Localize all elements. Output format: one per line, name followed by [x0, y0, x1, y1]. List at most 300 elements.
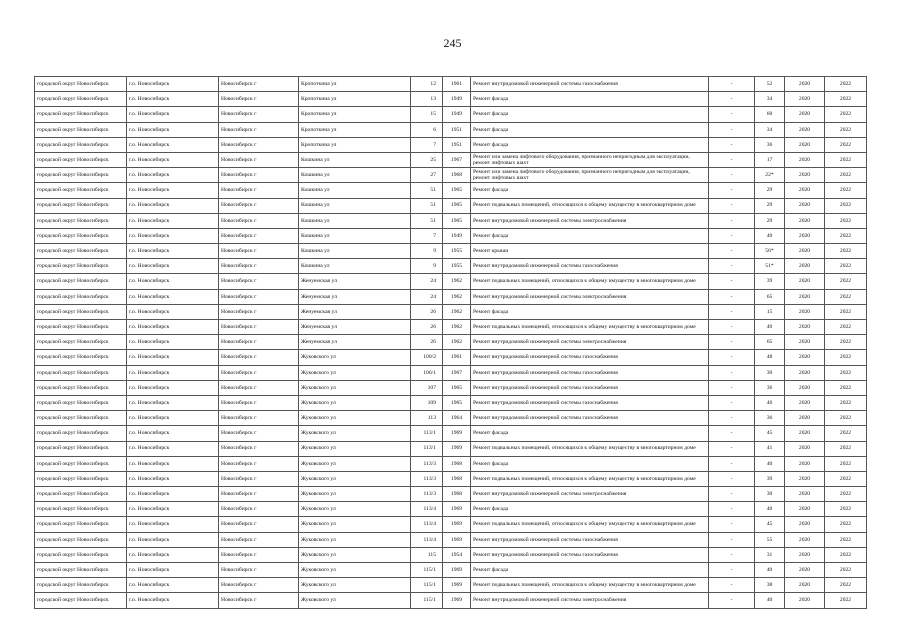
cell-city: Новосибирск г	[219, 441, 299, 456]
cell-street: Жуковского ул	[299, 456, 411, 471]
cell-dash: -	[709, 563, 755, 578]
cell-value: 45	[755, 517, 785, 532]
cell-year-start: 2020	[785, 502, 825, 517]
cell-work-type: Ремонт подвальных помещений, относящихся к общему имуществу в многоквартирном доме	[471, 441, 709, 456]
cell-value: 40	[755, 228, 785, 243]
cell-municipal-district: городской округ Новосибирск	[35, 411, 127, 426]
cell-build-year: 1954	[443, 547, 471, 562]
cell-build-year: 1961	[443, 350, 471, 365]
cell-house-number: 115	[411, 547, 443, 562]
cell-year-end: 2022	[825, 320, 867, 335]
cell-city: Новосибирск г	[219, 350, 299, 365]
cell-year-start: 2020	[785, 517, 825, 532]
cell-year-end: 2022	[825, 213, 867, 228]
cell-build-year: 1969	[443, 517, 471, 532]
cell-year-start: 2020	[785, 335, 825, 350]
cell-value: 22*	[755, 168, 785, 183]
cell-municipal-district: городской округ Новосибирск	[35, 547, 127, 562]
cell-year-end: 2022	[825, 122, 867, 137]
cell-city: Новосибирск г	[219, 578, 299, 593]
cell-dash: -	[709, 335, 755, 350]
cell-work-type: Ремонт фасада	[471, 563, 709, 578]
cell-build-year: 1949	[443, 92, 471, 107]
cell-city: Новосибирск г	[219, 77, 299, 92]
table-row	[35, 441, 867, 456]
cell-year-end: 2022	[825, 137, 867, 152]
cell-build-year: 1962	[443, 289, 471, 304]
cell-city: Новосибирск г	[219, 122, 299, 137]
cell-dash: -	[709, 578, 755, 593]
cell-work-type: Ремонт внутридомовой инженерной системы газоснабжения	[471, 350, 709, 365]
cell-urban-district: г.о. Новосибирск	[127, 335, 219, 350]
cell-work-type: Ремонт или замена лифтового оборудования, признанного непригодным для эксплуатации, ремонт лифтовых шахт	[471, 152, 709, 167]
cell-work-type: Ремонт внутридомовой инженерной системы газоснабжения	[471, 411, 709, 426]
cell-year-start: 2020	[785, 365, 825, 380]
cell-city: Новосибирск г	[219, 335, 299, 350]
cell-build-year: 1951	[443, 137, 471, 152]
table-row	[35, 107, 867, 122]
cell-value: 56*	[755, 244, 785, 259]
cell-municipal-district: городской округ Новосибирск	[35, 350, 127, 365]
cell-build-year: 1955	[443, 259, 471, 274]
cell-urban-district: г.о. Новосибирск	[127, 441, 219, 456]
cell-dash: -	[709, 395, 755, 410]
cell-year-end: 2022	[825, 395, 867, 410]
cell-house-number: 15	[411, 107, 443, 122]
cell-build-year: 1969	[443, 563, 471, 578]
cell-street: Жуковского ул	[299, 380, 411, 395]
cell-build-year: 1967	[443, 365, 471, 380]
cell-year-start: 2020	[785, 547, 825, 562]
cell-year-start: 2020	[785, 487, 825, 502]
cell-build-year: 1962	[443, 274, 471, 289]
cell-value: 36	[755, 411, 785, 426]
cell-year-start: 2020	[785, 168, 825, 183]
cell-build-year: 1965	[443, 183, 471, 198]
table-row	[35, 395, 867, 410]
cell-work-type: Ремонт внутридомовой инженерной системы газоснабжения	[471, 380, 709, 395]
cell-dash: -	[709, 198, 755, 213]
cell-value: 52	[755, 77, 785, 92]
cell-house-number: 51	[411, 213, 443, 228]
cell-municipal-district: городской округ Новосибирск	[35, 137, 127, 152]
cell-street: Жуковского ул	[299, 426, 411, 441]
cell-house-number: 100/2	[411, 350, 443, 365]
cell-house-number: 113/4	[411, 517, 443, 532]
cell-dash: -	[709, 441, 755, 456]
cell-build-year: 1965	[443, 380, 471, 395]
cell-dash: -	[709, 426, 755, 441]
cell-municipal-district: городской округ Новосибирск	[35, 107, 127, 122]
cell-municipal-district: городской округ Новосибирск	[35, 122, 127, 137]
cell-municipal-district: городской округ Новосибирск	[35, 198, 127, 213]
cell-dash: -	[709, 152, 755, 167]
cell-urban-district: г.о. Новосибирск	[127, 320, 219, 335]
cell-dash: -	[709, 365, 755, 380]
cell-work-type: Ремонт фасада	[471, 304, 709, 319]
cell-value: 45	[755, 426, 785, 441]
cell-house-number: 51	[411, 198, 443, 213]
cell-municipal-district: городской округ Новосибирск	[35, 365, 127, 380]
cell-city: Новосибирск г	[219, 456, 299, 471]
cell-municipal-district: городской округ Новосибирск	[35, 502, 127, 517]
cell-street: Жуковского ул	[299, 471, 411, 486]
cell-street: Кропоткина ул	[299, 137, 411, 152]
cell-dash: -	[709, 380, 755, 395]
cell-street: Кропоткина ул	[299, 92, 411, 107]
table-row	[35, 593, 867, 608]
cell-municipal-district: городской округ Новосибирск	[35, 304, 127, 319]
cell-work-type: Ремонт фасада	[471, 137, 709, 152]
cell-urban-district: г.о. Новосибирск	[127, 274, 219, 289]
cell-house-number: 109	[411, 395, 443, 410]
cell-municipal-district: городской округ Новосибирск	[35, 441, 127, 456]
cell-urban-district: г.о. Новосибирск	[127, 471, 219, 486]
cell-street: Жуковского ул	[299, 563, 411, 578]
cell-dash: -	[709, 228, 755, 243]
table-row	[35, 578, 867, 593]
cell-street: Кошкина ул	[299, 244, 411, 259]
cell-urban-district: г.о. Новосибирск	[127, 532, 219, 547]
cell-urban-district: г.о. Новосибирск	[127, 350, 219, 365]
cell-work-type: Ремонт внутридомовой инженерной системы газоснабжения	[471, 547, 709, 562]
cell-city: Новосибирск г	[219, 502, 299, 517]
cell-urban-district: г.о. Новосибирск	[127, 517, 219, 532]
cell-house-number: 13	[411, 92, 443, 107]
cell-work-type: Ремонт фасада	[471, 122, 709, 137]
cell-dash: -	[709, 593, 755, 608]
cell-urban-district: г.о. Новосибирск	[127, 122, 219, 137]
cell-year-start: 2020	[785, 137, 825, 152]
cell-work-type: Ремонт подвальных помещений, относящихся к общему имуществу в многоквартирном доме	[471, 578, 709, 593]
cell-house-number: 113	[411, 411, 443, 426]
cell-build-year: 1969	[443, 502, 471, 517]
cell-year-start: 2020	[785, 77, 825, 92]
cell-street: Женуемская ул	[299, 274, 411, 289]
cell-dash: -	[709, 517, 755, 532]
cell-municipal-district: городской округ Новосибирск	[35, 92, 127, 107]
cell-value: 40	[755, 456, 785, 471]
cell-street: Жуковского ул	[299, 365, 411, 380]
cell-year-end: 2022	[825, 228, 867, 243]
cell-house-number: 113/3	[411, 487, 443, 502]
cell-build-year: 1969	[443, 441, 471, 456]
cell-house-number: 7	[411, 228, 443, 243]
cell-value: 15	[755, 304, 785, 319]
cell-city: Новосибирск г	[219, 244, 299, 259]
cell-build-year: 1965	[443, 198, 471, 213]
cell-municipal-district: городской округ Новосибирск	[35, 517, 127, 532]
cell-urban-district: г.о. Новосибирск	[127, 578, 219, 593]
cell-build-year: 1968	[443, 487, 471, 502]
cell-year-end: 2022	[825, 152, 867, 167]
cell-house-number: 113/4	[411, 532, 443, 547]
cell-value: 60	[755, 107, 785, 122]
cell-municipal-district: городской округ Новосибирск	[35, 395, 127, 410]
cell-year-end: 2022	[825, 350, 867, 365]
cell-municipal-district: городской округ Новосибирск	[35, 244, 127, 259]
cell-work-type: Ремонт подвальных помещений, относящихся к общему имуществу в многоквартирном доме	[471, 517, 709, 532]
cell-value: 34	[755, 92, 785, 107]
cell-build-year: 1951	[443, 122, 471, 137]
cell-build-year: 1965	[443, 395, 471, 410]
cell-city: Новосибирск г	[219, 411, 299, 426]
cell-city: Новосибирск г	[219, 183, 299, 198]
page-number: 245	[443, 36, 462, 50]
cell-street: Кошкина ул	[299, 152, 411, 167]
cell-street: Жуковского ул	[299, 578, 411, 593]
cell-year-end: 2022	[825, 274, 867, 289]
cell-build-year: 1965	[443, 213, 471, 228]
cell-value: 40	[755, 320, 785, 335]
cell-urban-district: г.о. Новосибирск	[127, 563, 219, 578]
cell-year-start: 2020	[785, 122, 825, 137]
cell-urban-district: г.о. Новосибирск	[127, 107, 219, 122]
cell-dash: -	[709, 92, 755, 107]
cell-dash: -	[709, 532, 755, 547]
cell-urban-district: г.о. Новосибирск	[127, 289, 219, 304]
cell-municipal-district: городской округ Новосибирск	[35, 563, 127, 578]
cell-year-start: 2020	[785, 304, 825, 319]
cell-value: 31	[755, 547, 785, 562]
table-row	[35, 426, 867, 441]
cell-work-type: Ремонт крыши	[471, 244, 709, 259]
cell-city: Новосибирск г	[219, 213, 299, 228]
cell-year-end: 2022	[825, 593, 867, 608]
cell-municipal-district: городской округ Новосибирск	[35, 426, 127, 441]
cell-build-year: 1969	[443, 578, 471, 593]
cell-house-number: 26	[411, 320, 443, 335]
cell-urban-district: г.о. Новосибирск	[127, 411, 219, 426]
cell-house-number: 26	[411, 335, 443, 350]
table-row	[35, 380, 867, 395]
cell-year-end: 2022	[825, 487, 867, 502]
cell-municipal-district: городской округ Новосибирск	[35, 289, 127, 304]
cell-year-end: 2022	[825, 456, 867, 471]
cell-municipal-district: городской округ Новосибирск	[35, 77, 127, 92]
cell-build-year: 1949	[443, 107, 471, 122]
cell-year-start: 2020	[785, 289, 825, 304]
cell-house-number: 9	[411, 259, 443, 274]
cell-work-type: Ремонт фасада	[471, 502, 709, 517]
cell-city: Новосибирск г	[219, 365, 299, 380]
cell-street: Жуковского ул	[299, 532, 411, 547]
cell-municipal-district: городской округ Новосибирск	[35, 320, 127, 335]
table-row	[35, 77, 867, 92]
cell-year-start: 2020	[785, 259, 825, 274]
cell-work-type: Ремонт подвальных помещений, относящихся к общему имуществу в многоквартирном доме	[471, 471, 709, 486]
cell-value: 40	[755, 563, 785, 578]
cell-municipal-district: городской округ Новосибирск	[35, 487, 127, 502]
cell-city: Новосибирск г	[219, 198, 299, 213]
cell-year-end: 2022	[825, 198, 867, 213]
table-body	[35, 77, 867, 609]
cell-value: 40	[755, 502, 785, 517]
table-row	[35, 137, 867, 152]
cell-urban-district: г.о. Новосибирск	[127, 593, 219, 608]
cell-build-year: 1969	[443, 532, 471, 547]
cell-value: 39	[755, 471, 785, 486]
cell-year-start: 2020	[785, 456, 825, 471]
cell-city: Новосибирск г	[219, 471, 299, 486]
cell-municipal-district: городской округ Новосибирск	[35, 532, 127, 547]
cell-street: Жуковского ул	[299, 350, 411, 365]
cell-work-type: Ремонт внутридомовой инженерной системы газоснабжения	[471, 365, 709, 380]
cell-urban-district: г.о. Новосибирск	[127, 244, 219, 259]
cell-city: Новосибирск г	[219, 517, 299, 532]
cell-value: 65	[755, 335, 785, 350]
cell-city: Новосибирск г	[219, 426, 299, 441]
table-row	[35, 532, 867, 547]
cell-year-end: 2022	[825, 441, 867, 456]
cell-year-end: 2022	[825, 183, 867, 198]
cell-build-year: 1968	[443, 168, 471, 183]
cell-work-type: Ремонт фасада	[471, 426, 709, 441]
cell-year-end: 2022	[825, 77, 867, 92]
cell-municipal-district: городской округ Новосибирск	[35, 471, 127, 486]
cell-urban-district: г.о. Новосибирск	[127, 137, 219, 152]
cell-year-start: 2020	[785, 350, 825, 365]
cell-street: Кропоткина ул	[299, 107, 411, 122]
cell-dash: -	[709, 244, 755, 259]
cell-year-start: 2020	[785, 152, 825, 167]
cell-house-number: 26	[411, 304, 443, 319]
cell-build-year: 1968	[443, 471, 471, 486]
cell-year-end: 2022	[825, 563, 867, 578]
cell-city: Новосибирск г	[219, 563, 299, 578]
cell-dash: -	[709, 487, 755, 502]
cell-value: 34	[755, 122, 785, 137]
cell-work-type: Ремонт фасада	[471, 107, 709, 122]
cell-year-end: 2022	[825, 168, 867, 183]
cell-urban-district: г.о. Новосибирск	[127, 213, 219, 228]
cell-build-year: 1969	[443, 426, 471, 441]
table-row	[35, 259, 867, 274]
cell-value: 29	[755, 183, 785, 198]
cell-house-number: 107	[411, 380, 443, 395]
cell-house-number: 115/1	[411, 578, 443, 593]
cell-year-start: 2020	[785, 593, 825, 608]
cell-work-type: Ремонт фасада	[471, 456, 709, 471]
table-row	[35, 350, 867, 365]
cell-year-end: 2022	[825, 426, 867, 441]
cell-work-type: Ремонт фасада	[471, 228, 709, 243]
cell-year-start: 2020	[785, 198, 825, 213]
cell-dash: -	[709, 168, 755, 183]
cell-city: Новосибирск г	[219, 289, 299, 304]
cell-value: 48	[755, 350, 785, 365]
cell-dash: -	[709, 350, 755, 365]
cell-year-end: 2022	[825, 578, 867, 593]
cell-build-year: 1968	[443, 456, 471, 471]
cell-build-year: 1967	[443, 152, 471, 167]
cell-house-number: 113/3	[411, 471, 443, 486]
cell-year-start: 2020	[785, 563, 825, 578]
cell-house-number: 51	[411, 183, 443, 198]
cell-house-number: 24	[411, 274, 443, 289]
cell-year-end: 2022	[825, 517, 867, 532]
cell-year-end: 2022	[825, 471, 867, 486]
cell-dash: -	[709, 213, 755, 228]
cell-municipal-district: городской округ Новосибирск	[35, 183, 127, 198]
cell-year-start: 2020	[785, 395, 825, 410]
cell-value: 51*	[755, 259, 785, 274]
cell-value: 41	[755, 441, 785, 456]
cell-dash: -	[709, 77, 755, 92]
cell-municipal-district: городской округ Новосибирск	[35, 578, 127, 593]
cell-street: Жуковского ул	[299, 441, 411, 456]
cell-city: Новосибирск г	[219, 593, 299, 608]
cell-build-year: 1962	[443, 335, 471, 350]
cell-year-end: 2022	[825, 532, 867, 547]
cell-year-end: 2022	[825, 365, 867, 380]
cell-municipal-district: городской округ Новосибирск	[35, 213, 127, 228]
cell-city: Новосибирск г	[219, 259, 299, 274]
cell-work-type: Ремонт или замена лифтового оборудования, признанного непригодным для эксплуатации, ремонт лифтовых шахт	[471, 168, 709, 183]
cell-year-start: 2020	[785, 380, 825, 395]
cell-build-year: 1961	[443, 77, 471, 92]
cell-municipal-district: городской округ Новосибирск	[35, 228, 127, 243]
cell-municipal-district: городской округ Новосибирск	[35, 335, 127, 350]
cell-work-type: Ремонт подвальных помещений, относящихся к общему имуществу в многоквартирном доме	[471, 274, 709, 289]
cell-dash: -	[709, 304, 755, 319]
table-row	[35, 517, 867, 532]
table-row	[35, 487, 867, 502]
cell-street: Женуемская ул	[299, 335, 411, 350]
cell-year-start: 2020	[785, 274, 825, 289]
cell-dash: -	[709, 320, 755, 335]
cell-city: Новосибирск г	[219, 380, 299, 395]
cell-city: Новосибирск г	[219, 274, 299, 289]
cell-urban-district: г.о. Новосибирск	[127, 168, 219, 183]
cell-year-start: 2020	[785, 441, 825, 456]
cell-value: 29	[755, 198, 785, 213]
cell-year-start: 2020	[785, 107, 825, 122]
cell-house-number: 12	[411, 77, 443, 92]
cell-city: Новосибирск г	[219, 304, 299, 319]
cell-value: 46	[755, 395, 785, 410]
cell-build-year: 1964	[443, 411, 471, 426]
cell-year-end: 2022	[825, 304, 867, 319]
table-row	[35, 563, 867, 578]
cell-work-type: Ремонт внутридомовой инженерной системы электроснабжения	[471, 335, 709, 350]
table-row	[35, 198, 867, 213]
cell-year-start: 2020	[785, 244, 825, 259]
cell-street: Кошкина ул	[299, 213, 411, 228]
table-row	[35, 274, 867, 289]
cell-city: Новосибирск г	[219, 395, 299, 410]
cell-work-type: Ремонт подвальных помещений, относящихся к общему имуществу в многоквартирном доме	[471, 320, 709, 335]
cell-work-type: Ремонт внутридомовой инженерной системы электроснабжения	[471, 289, 709, 304]
cell-year-start: 2020	[785, 92, 825, 107]
cell-year-start: 2020	[785, 183, 825, 198]
cell-build-year: 1955	[443, 244, 471, 259]
cell-municipal-district: городской округ Новосибирск	[35, 168, 127, 183]
cell-street: Жуковского ул	[299, 517, 411, 532]
cell-street: Жуковского ул	[299, 487, 411, 502]
cell-dash: -	[709, 122, 755, 137]
table-row	[35, 456, 867, 471]
cell-street: Жуковского ул	[299, 593, 411, 608]
cell-house-number: 9	[411, 244, 443, 259]
cell-year-start: 2020	[785, 228, 825, 243]
cell-street: Кошкина ул	[299, 183, 411, 198]
table-row	[35, 547, 867, 562]
cell-street: Кошкина ул	[299, 198, 411, 213]
cell-value: 36	[755, 380, 785, 395]
cell-work-type: Ремонт подвальных помещений, относящихся к общему имуществу в многоквартирном доме	[471, 198, 709, 213]
cell-urban-district: г.о. Новосибирск	[127, 395, 219, 410]
